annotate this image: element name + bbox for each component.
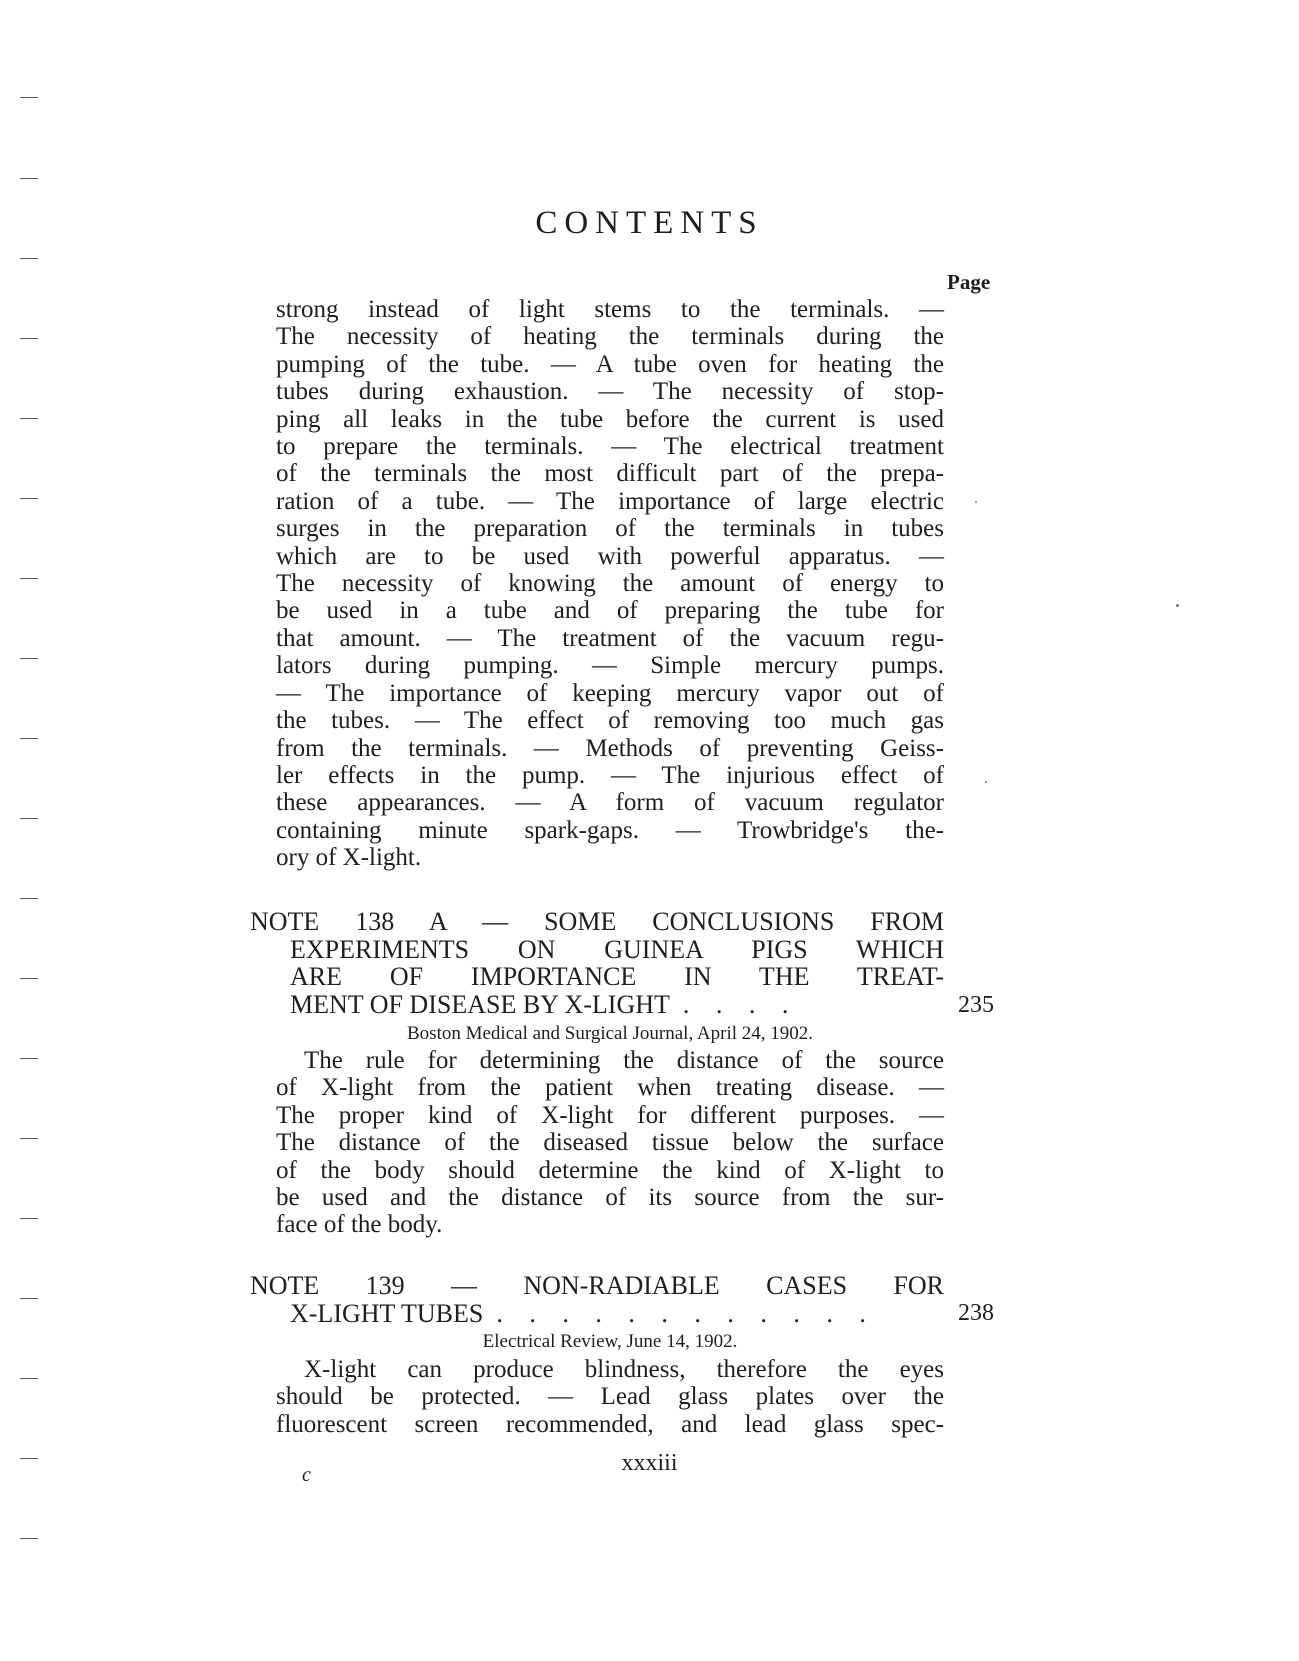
text-line: the tubes. — The effect of removing too much gas (276, 707, 944, 735)
page-column-label: Page (947, 270, 991, 294)
margin-tick (20, 338, 38, 339)
margin-tick (20, 97, 38, 98)
note-139-page-number: 238 (958, 1300, 994, 1326)
scan-speck (1176, 604, 1179, 607)
margin-tick (20, 1058, 38, 1059)
text-line: of the terminals the most difficult part of the prepa- (276, 460, 944, 488)
margin-tick (20, 1218, 38, 1219)
margin-tick (20, 898, 38, 899)
note-138-summary (276, 1047, 944, 1239)
text-line: The rule for determining the distance of the source (304, 1047, 944, 1074)
text-line: should be protected. — Lead glass plates over the (276, 1383, 944, 1411)
dot-leader: . . . . (682, 989, 799, 1019)
note-138-title (250, 908, 944, 1018)
text-line: The necessity of knowing the amount of energy to (276, 570, 944, 598)
text-line: that amount. — The treatment of the vacuum regu- (276, 624, 944, 652)
note-139-title (250, 1272, 944, 1327)
note-title-line: NOTE 138 A — SOME CONCLUSIONS FROM (250, 907, 944, 936)
note-138-source: Boston Medical and Surgical Journal, April 24, 1902. (407, 1023, 813, 1044)
intro-paragraph (276, 296, 944, 872)
page-folio: xxxiii (621, 1450, 678, 1476)
note-title-line: NOTE 139 — NON-RADIABLE CASES FOR (250, 1271, 944, 1300)
signature-mark: c (302, 1464, 311, 1486)
text-line: surges in the preparation of the terminals in tubes (276, 515, 944, 543)
note-138-page-number: 235 (958, 992, 994, 1018)
note-title-line (250, 1300, 944, 1328)
text-line: ration of a tube. — The importance of large electric (276, 487, 944, 515)
margin-tick (20, 818, 38, 819)
margin-tick (20, 978, 38, 979)
text-line: of X-light from the patient when treating disease. — (276, 1074, 944, 1102)
note-title-line: EXPERIMENTS ON GUINEA PIGS WHICH (290, 934, 944, 964)
text-line: pumping of the tube. — A tube oven for heating the (276, 350, 944, 378)
text-line: be used and the distance of its source from the sur- (276, 1184, 944, 1212)
text-line: fluorescent screen recommended, and lead glass spec- (276, 1410, 944, 1438)
text-line: strong instead of light stems to the terminals. — (276, 296, 944, 323)
text-line: lators during pumping. — Simple mercury pumps. (276, 652, 944, 680)
note-title-text: X-LIGHT TUBES (290, 1298, 484, 1328)
text-line: to prepare the terminals. — The electrical treatment (276, 433, 944, 461)
note-title-text: MENT OF DISEASE BY X-LIGHT (290, 989, 670, 1019)
margin-tick (20, 178, 38, 179)
margin-tick (20, 1138, 38, 1139)
page-title: CONTENTS (535, 205, 764, 241)
text-line: be used in a tube and of preparing the tube for (276, 597, 944, 625)
margin-tick (20, 1538, 38, 1539)
text-line: The distance of the diseased tissue below the surface (276, 1129, 944, 1157)
text-line: — The importance of keeping mercury vapor out of (276, 679, 944, 707)
margin-tick (20, 1378, 38, 1379)
margin-tick (20, 258, 38, 259)
text-line: containing minute spark-gaps. — Trowbridge's the- (276, 816, 944, 844)
text-line: these appearances. — A form of vacuum regulator (276, 789, 944, 817)
note-139-summary (276, 1356, 944, 1438)
text-line: The proper kind of X-light for different purposes. — (276, 1101, 944, 1129)
text-line: which are to be used with powerful apparatus. — (276, 542, 944, 570)
text-line: ory of X-light. (276, 844, 422, 872)
text-line: ping all leaks in the tube before the current is used (276, 405, 944, 433)
note-139-source: Electrical Review, June 14, 1902. (482, 1331, 738, 1352)
scan-speck (985, 781, 987, 783)
note-title-line (250, 991, 944, 1019)
margin-tick (20, 1298, 38, 1299)
margin-tick (20, 578, 38, 579)
margin-tick (20, 658, 38, 659)
margin-tick (20, 738, 38, 739)
text-line: tubes during exhaustion. — The necessity of stop- (276, 378, 944, 406)
text-line: The necessity of heating the terminals during the (276, 323, 944, 351)
text-line: X-light can produce blindness, therefore the eyes (304, 1356, 944, 1383)
text-line: from the terminals. — Methods of preventing Geiss- (276, 734, 944, 762)
text-line: face of the body. (276, 1211, 443, 1239)
scan-speck (975, 501, 977, 503)
margin-tick (20, 418, 38, 419)
note-title-line: ARE OF IMPORTANCE IN THE TREAT- (290, 962, 944, 991)
text-line: of the body should determine the kind of X-light to (276, 1156, 944, 1184)
dot-leader: . . . . . . . . . . . . (496, 1298, 876, 1328)
margin-tick (20, 498, 38, 499)
text-line: ler effects in the pump. — The injurious effect of (276, 761, 944, 789)
